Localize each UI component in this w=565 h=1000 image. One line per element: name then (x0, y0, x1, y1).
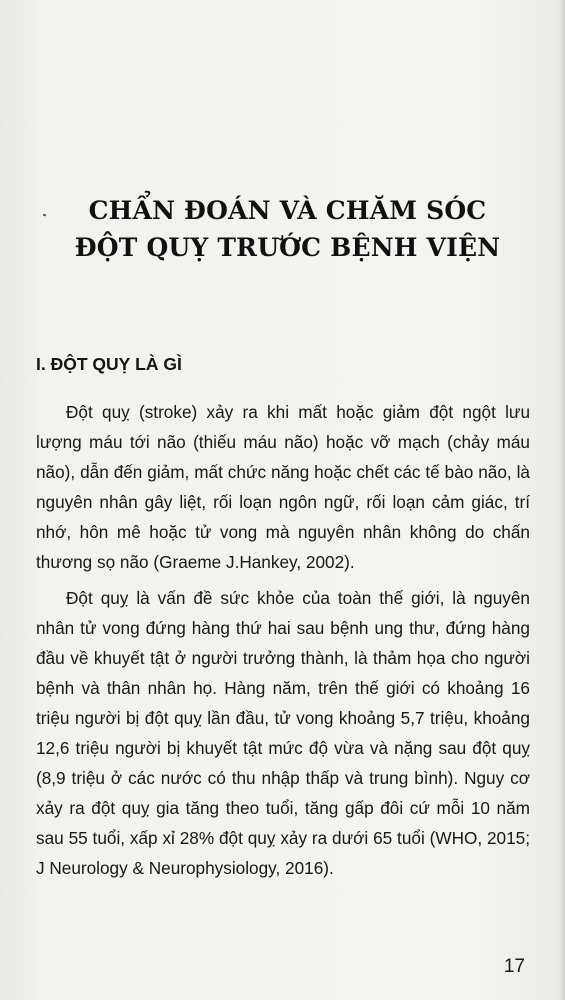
chapter-title-line-1: CHẨN ĐOÁN VÀ CHĂM SÓC (88, 196, 487, 225)
body-paragraph-2 (36, 583, 530, 883)
body-paragraph-1 (36, 397, 530, 577)
page-number: 17 (503, 956, 525, 977)
chapter-title-line-2: ĐỘT QUỴ TRƯỚC BỆNH VIỆN (74, 233, 501, 262)
paragraph-2-text: Đột quỵ là vấn đề sức khỏe của toàn thế giới, là nguyên nhân tử vong đứng hàng thứ hai sau bệnh ung thư, đứng hàng đầu về khuyết tật ở người trưởng thành, là thảm họa cho người bệnh và thân nhân họ. Hàng năm, trên thế giới có khoảng 16 triệu người bị đột quỵ lần đầu, tử vong khoảng 5,7 triệu, khoảng 12,6 triệu người bị khuyết tật mức độ vừa và nặng sau đột quỵ (8,9 triệu ở các nước có thu nhập thấp và trung bình). Nguy cơ xảy ra đột quỵ gia tăng theo tuổi, tăng gấp đôi cứ mỗi 10 năm sau 55 tuổi, xấp xỉ 28% đột quỵ xảy ra dưới 65 tuổi (WHO, 2015; J Neurology & Neurophysiology, 2016). (36, 588, 530, 878)
page-edge-shadow (559, 0, 565, 1000)
paragraph-1-text: Đột quỵ (stroke) xảy ra khi mất hoặc giảm đột ngột lưu lượng máu tới não (thiếu máu não) hoặc vỡ mạch (chảy máu não), dẫn đến giảm, mất chức năng hoặc chết các tế bào não, là nguyên nhân gây liệt, rối loạn ngôn ngữ, rối loạn cảm giác, trí nhớ, hôn mê hoặc tử vong mà nguyên nhân không do chấn thương sọ não (Graeme J.Hankey, 2002). (36, 402, 530, 572)
section-heading: I. ĐỘT QUỴ LÀ GÌ (36, 354, 182, 374)
